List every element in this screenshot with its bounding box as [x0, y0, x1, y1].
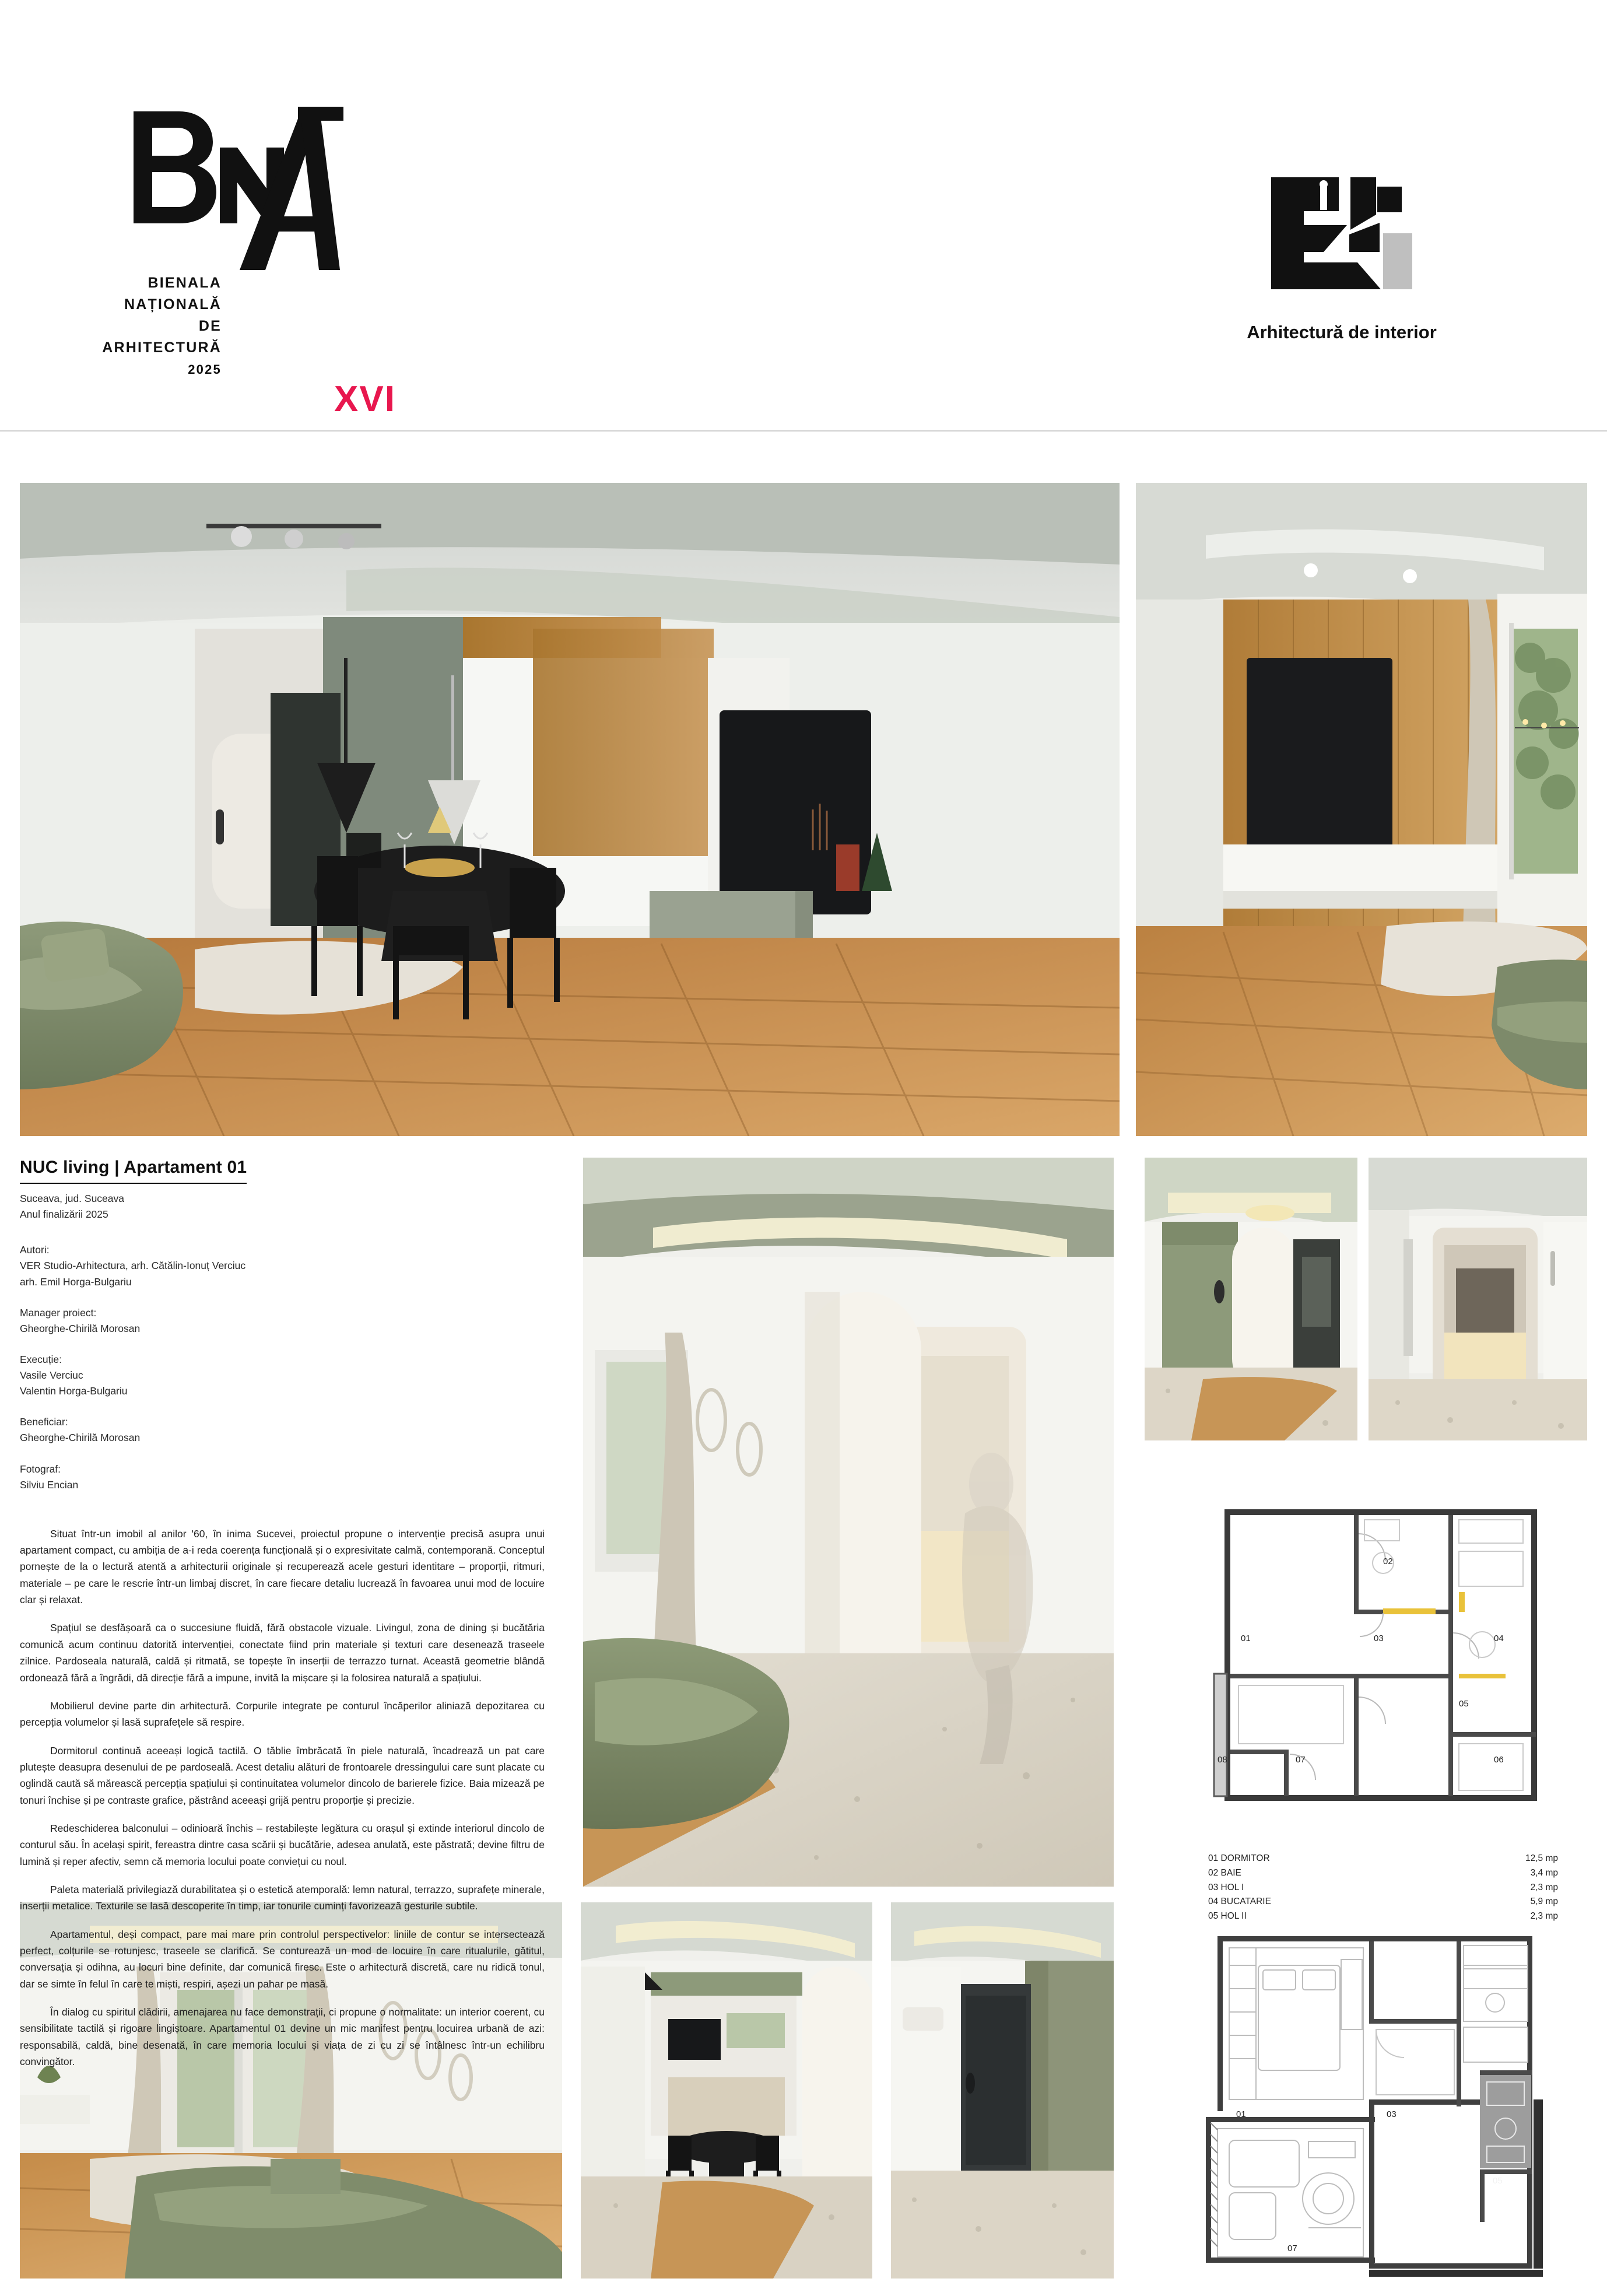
location-line-1: Suceava, jud. Suceava: [20, 1193, 125, 1204]
area-value: 5,9 mp: [1530, 1897, 1558, 1907]
description-paragraph: Situat într-un imobil al anilor '60, în inima Sucevei, proiectul propune o intervenție precisă asupra unui apartament compact, cu ambiția de a-i reda coerența funcțională și o expresivitate calmă, contemporană. Conceptul pornește de la o lectură atentă a arhitecturii originale și recuperează acele gesturi identitare – proporții, ritmuri, materiale – pe care le rescrie într-un limbaj discret, în care fiecare detaliu lucrează în favoarea unui mod de locuire clar și relaxat.: [20, 1527, 545, 1606]
photo-entry-door: [891, 1902, 1114, 2279]
credit-value: arh. Emil Horga-Bulgariu: [20, 1275, 132, 1288]
plan-room-label: 05: [1493, 2176, 1503, 2186]
credit-label: Fotograf:: [20, 1463, 61, 1475]
page-title: NUC living | Apartament 01: [20, 1158, 247, 1184]
plan-room-label: 08: [1217, 1755, 1227, 1765]
area-value: 12,5 mp: [1525, 1853, 1558, 1863]
credit-value: VER Studio-Arhitectura, arh. Cătălin-Ionuț Verciuc: [20, 1260, 246, 1272]
plan-room-label: 07: [1287, 2244, 1297, 2253]
poster-header: [0, 0, 1607, 432]
project-credits: [20, 1242, 545, 1493]
credit-value: Gheorghe-Chirilă Morosan: [20, 1322, 141, 1334]
bna-caption-line-3: DE: [198, 318, 222, 334]
credit-label: Manager proiect:: [20, 1306, 97, 1319]
area-value: 2,3 mp: [1530, 1911, 1558, 1922]
bna-caption-line-1: BIENALA: [148, 275, 222, 291]
floor-plan-proposed: [1208, 1499, 1564, 1825]
description-paragraph: Apartamentul, deși compact, pare mai mare prin controlul perspectivelor: liniile de contur se intersectează perfect, colțurile se rotunjesc, traseele se clarifică. Se conturează un mod de locuire în care ritualurile, gătitul, conversația și odihna, au locuri bine definite, dar comunică firesc. Este o arhitectură discretă, care nu ridică tonul, dar se simte în felul în care te miști, respiri, așezi un pahar pe masă.: [20, 1928, 545, 1990]
bna-caption-year: 2025: [188, 362, 222, 377]
project-location: [20, 1191, 545, 1222]
credit-group-fotograf: [20, 1461, 545, 1493]
area-row: [1208, 1881, 1558, 1895]
photo-kitchen-corridor: [1145, 1158, 1357, 1440]
area-row: [1208, 1852, 1558, 1866]
area-name: 03 HOL I: [1208, 1882, 1244, 1892]
area-value: 2,3 mp: [1530, 1882, 1558, 1892]
plan-room-label: 03: [1374, 1634, 1384, 1643]
bna-logo: [102, 102, 396, 419]
photo-hallway-column: [583, 1158, 1114, 1887]
description-paragraph: Redeschiderea balconului – odinioară închis – restabilește legătura cu orașul și extinde interiorul dincolo de conturul său. În același spirit, fereastra dintre casa scării și bucătărie, adesea anulată, este păstrată; devine filtru de lumină și reper afectiv, semn că memoria locului poate conviețui cu noul.: [20, 1822, 545, 1867]
area-name: 01 DORMITOR: [1208, 1853, 1270, 1863]
photo-tv-wall-balcony: [1136, 483, 1587, 1136]
category-label: Arhitectură de interior: [1247, 322, 1437, 342]
plan-room-label: 06: [1494, 1755, 1504, 1765]
description-paragraph: Dormitorul continuă aceeași logică tactilă. O tăblie îmbrăcată în piele naturală, încadrează un pat care plutește deasupra desenului de pe pardoseală. Acest detaliu alături de frontoarele dressingului care sunt placate cu oglindă caută să mărească percepția spațiului și continuitatea volumelor dincolo de barierele fizice. Baia mizează pe tonuri închise și pe contraste grafice, păstrând aceeași grijă pentru proporție și precizie.: [20, 1744, 545, 1806]
project-description: [20, 1526, 545, 2070]
bna-logo-caption: [102, 272, 222, 380]
bna-caption-line-2: NAȚIONALĂ: [124, 296, 222, 313]
plan-room-label: 01: [1236, 2109, 1246, 2119]
credit-group-beneficiar: [20, 1414, 545, 1446]
plan-room-label: 05: [1459, 1699, 1469, 1709]
bna-logo-mark: [125, 102, 347, 271]
category-block: [1178, 169, 1505, 343]
plan-room-label: 02: [1383, 1557, 1393, 1566]
credit-value: Silviu Encian: [20, 1478, 79, 1491]
credit-value: Valentin Horga-Bulgariu: [20, 1385, 128, 1397]
credit-group-autori: [20, 1242, 545, 1289]
description-paragraph: Spațiul se desfășoară ca o succesiune fluidă, fără obstacole vizuale. Livingul, zona de dining și bucătăria comunică acum continuu datorită intervenției, conectate fiind prin materiale și texturi care desenează traseele zilnice. Pardoseala naturală, caldă și ritmată, se topește în inserții de terrazzo turnat. Această geometrie blândă ordonează fără a îngrădi, dă direcție fără a impune, invită la mișcare și la folosirea naturală a spațiului.: [20, 1622, 545, 1684]
photo-dining-from-hall: [581, 1902, 872, 2279]
photo-living-dining-wide: [20, 483, 1120, 1136]
area-row: [1208, 1909, 1558, 1924]
credit-value: Gheorghe-Chirilă Morosan: [20, 1432, 141, 1444]
project-text-column: [20, 1158, 545, 2081]
area-row: [1208, 1866, 1558, 1881]
description-paragraph: În dialog cu spiritul clădirii, amenajarea nu face demonstrații, ci propune o normalitate: un interior coerent, cu sensibilitate tactilă și rigoare lingiștoare. Apartamentul 01 devine un mic manifest pentru locuirea urbană de azi: responsabilă, caldă, bine desenată, în care memoria locului și viața de zi cu zi se întâlnesc într-un echilibru convingător.: [20, 2006, 545, 2068]
area-name: 02 BAIE: [1208, 1867, 1241, 1878]
plan-room-label: 01: [1241, 1634, 1251, 1643]
credit-label: Execuție:: [20, 1353, 62, 1365]
interior-architecture-icon: [1263, 169, 1420, 297]
area-value: 3,4 mp: [1530, 1867, 1558, 1878]
credit-label: Autori:: [20, 1244, 50, 1256]
location-line-2: Anul finalizării 2025: [20, 1208, 108, 1221]
credit-label: Beneficiar:: [20, 1416, 68, 1428]
plan-room-label: 07: [1296, 1755, 1306, 1765]
photo-bathroom-door: [1369, 1158, 1587, 1440]
description-paragraph: Paleta materială privilegiază durabilitatea și o estetică atemporală: lemn natural, terrazzo, suprafețe minerale, inserții metalice. Texturile se lasă descoperite în timp, iar tonurile cuminți favorizează gesturile subtile.: [20, 1883, 545, 1912]
credit-value: Vasile Verciuc: [20, 1369, 83, 1381]
credit-group-manager: [20, 1305, 545, 1337]
floor-plan-furniture: [1194, 1925, 1573, 2280]
bna-edition-number: XVI: [334, 379, 396, 419]
bna-caption-line-4: ARHITECTURĂ: [102, 339, 222, 356]
plan-room-label: 03: [1387, 2109, 1397, 2119]
area-row: [1208, 1895, 1558, 1909]
description-paragraph: Mobilierul devine parte din arhitectură. Corpurile integrate pe conturul încăperilor aliniază depozitarea cu percepția volumelor și lasă suprafețele să respire.: [20, 1699, 545, 1729]
area-name: 05 HOL II: [1208, 1911, 1247, 1922]
plan-room-label: 04: [1494, 1634, 1504, 1643]
area-name: 04 BUCATARIE: [1208, 1897, 1271, 1907]
credit-group-executie: [20, 1352, 545, 1399]
